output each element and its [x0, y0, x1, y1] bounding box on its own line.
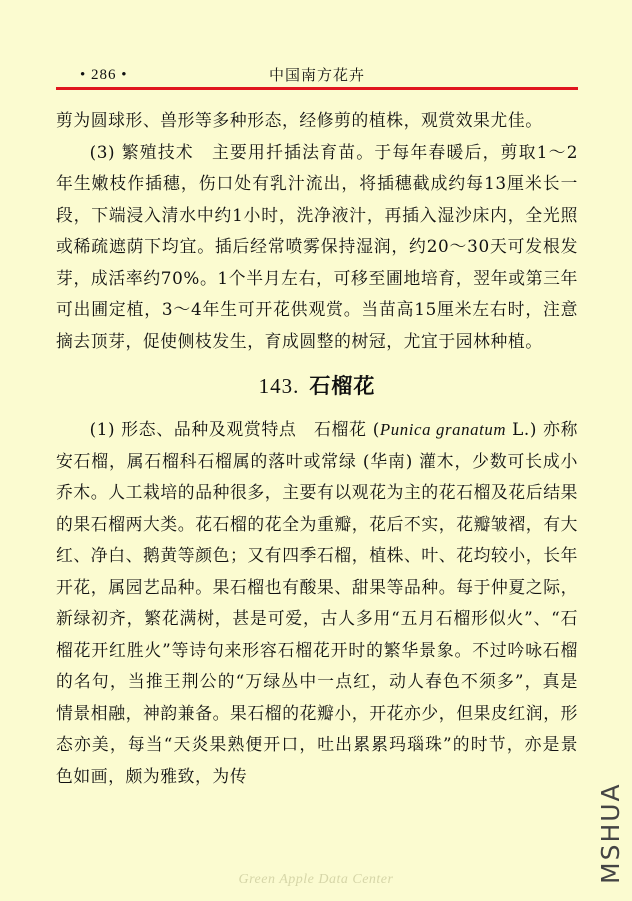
- running-title: 中国南方花卉: [268, 66, 365, 84]
- side-mark: MSHUA: [596, 782, 625, 884]
- section-title: 石榴花: [309, 374, 376, 398]
- paragraph-morphology-prefix: (1) 形态、品种及观赏特点 石榴花 (: [89, 419, 380, 439]
- page-number: • 286 •: [80, 67, 128, 83]
- latin-species-name: Punica granatum: [379, 420, 507, 439]
- page-header: [56, 64, 578, 86]
- watermark: Green Apple Data Center: [238, 872, 394, 887]
- body-text: [56, 105, 578, 792]
- section-heading: [56, 369, 578, 403]
- paragraph-morphology-rest: L.) 亦称安石榴，属石榴科石榴属的落叶或常绿 (华南) 灌木，少数可长成小乔木。人工栽培的品种很多，主要有以观花为主的花石榴及花后结果的果石榴两大类。花石榴的花全为重瓣，花后不实，花瓣皱褶，有大红、净白、鹅黄等颜色；又有四季石榴，植株、叶、花均较小，长年开花，属园艺品种。果石榴也有酸果、甜果等品种。每于仲夏之际，新绿初齐，繁花满树，甚是可爱，古人多用“五月石榴形似火”、“石榴花开红胜火”等诗句来形容石榴花开时的繁华景象。不过吟咏石榴的名句，当推王荆公的“万绿丛中一点红，动人春色不须多”，真是情景相融，神韵兼备。果石榴的花瓣小，开花亦少，但果皮红润，形态亦美，每当“天炎果熟便开口，吐出累累玛瑙珠”的时节，亦是景色如画，颇为雅致，为传: [56, 419, 578, 786]
- paragraph-morphology: [56, 414, 578, 792]
- paragraph-propagation: (3) 繁殖技术 主要用扦插法育苗。于每年春暖后，剪取1～2年生嫩枝作插穗，伤口处有乳汁流出，将插穗截成约每13厘米长一段，下端浸入清水中约1小时，洗净液汁，再插入湿沙床内，全光照或稀疏遮荫下均宜。插后经常喷雾保持湿润，约20～30天可发根发芽，成活率约70%。1个半月左右，可移至圃地培育，翌年或第三年可出圃定植，3～4年生可开花供观赏。当苗高15厘米左右时，注意摘去顶芽，促使侧枝发生，育成圆整的树冠，尤宜于园林种植。: [56, 141, 578, 351]
- header-rule: [56, 87, 578, 90]
- section-number: 143.: [258, 374, 300, 398]
- paragraph-continuation: 剪为圆球形、兽形等多种形态，经修剪的植株，观赏效果尤佳。: [56, 110, 543, 130]
